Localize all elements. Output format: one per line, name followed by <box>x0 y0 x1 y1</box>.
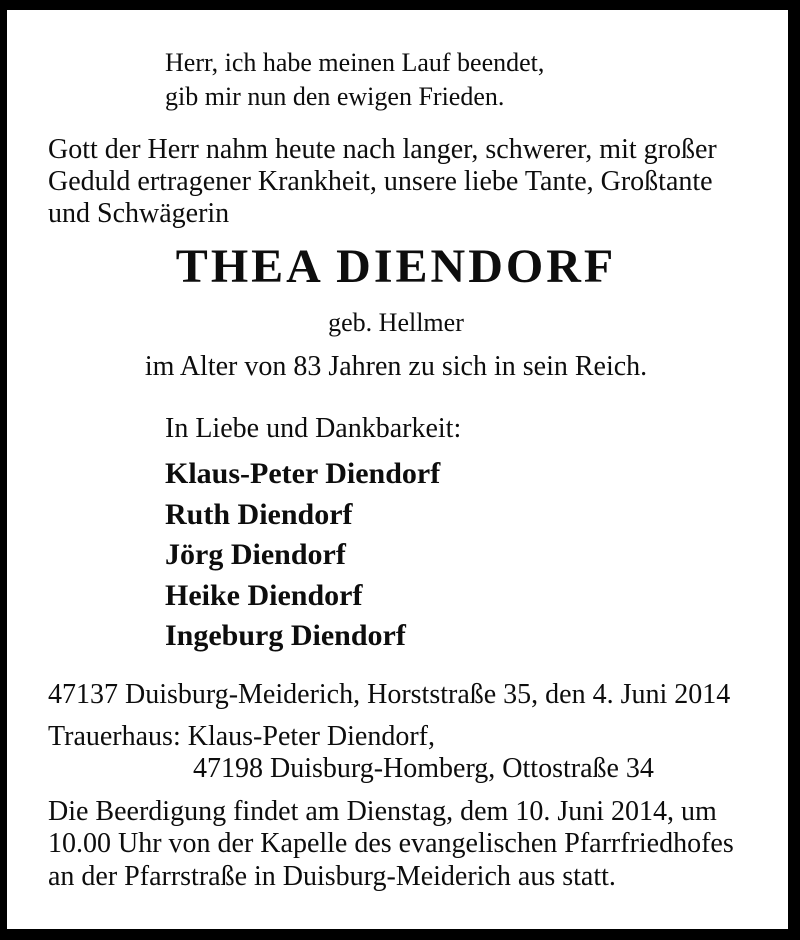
address-date-line: 47137 Duisburg-Meiderich, Horststraße 35, den 4. Juni 2014 <box>48 679 731 710</box>
epigraph <box>165 46 544 114</box>
intro-line: Geduld ertragener Krankheit, unsere liebe Tante, Großtante <box>48 166 713 197</box>
intro-line: Gott der Herr nahm heute nach langer, schwerer, mit großer <box>48 134 717 165</box>
mourner-name: Heike Diendorf <box>165 578 363 612</box>
funeral-line: 10.00 Uhr von der Kapelle des evangelischen Pfarrfriedhofes <box>48 828 734 860</box>
intro-line: und Schwägerin <box>48 198 230 229</box>
mourners-list <box>165 454 440 657</box>
mourner-name: Jörg Diendorf <box>165 538 346 572</box>
intro-paragraph <box>48 134 717 230</box>
trauerhaus-line-1: Trauerhaus: Klaus-Peter Diendorf, <box>48 721 435 752</box>
mourner-name: Klaus-Peter Diendorf <box>165 457 441 490</box>
maiden-name: geb. Hellmer <box>328 308 464 337</box>
funeral-paragraph <box>48 796 734 893</box>
age-line: im Alter von 83 Jahren zu sich in sein Reich. <box>144 351 648 382</box>
deceased-name: THEA DIENDORF <box>175 240 617 293</box>
funeral-line: Die Beerdigung findet am Dienstag, dem 10. Juni 2014, um <box>48 796 717 827</box>
epigraph-line: Herr, ich habe meinen Lauf beendet, <box>165 48 545 77</box>
epigraph-line: gib mir nun den ewigen Frieden. <box>165 82 505 111</box>
trauerhaus-line-2: 47198 Duisburg-Homberg, Ottostraße 34 <box>193 753 654 784</box>
mourners-heading: In Liebe und Dankbarkeit: <box>165 413 462 444</box>
mourner-name: Ingeburg Diendorf <box>165 619 406 653</box>
mourner-name: Ruth Diendorf <box>165 497 353 531</box>
funeral-line: an der Pfarrstraße in Duisburg-Meiderich aus statt. <box>48 860 616 892</box>
